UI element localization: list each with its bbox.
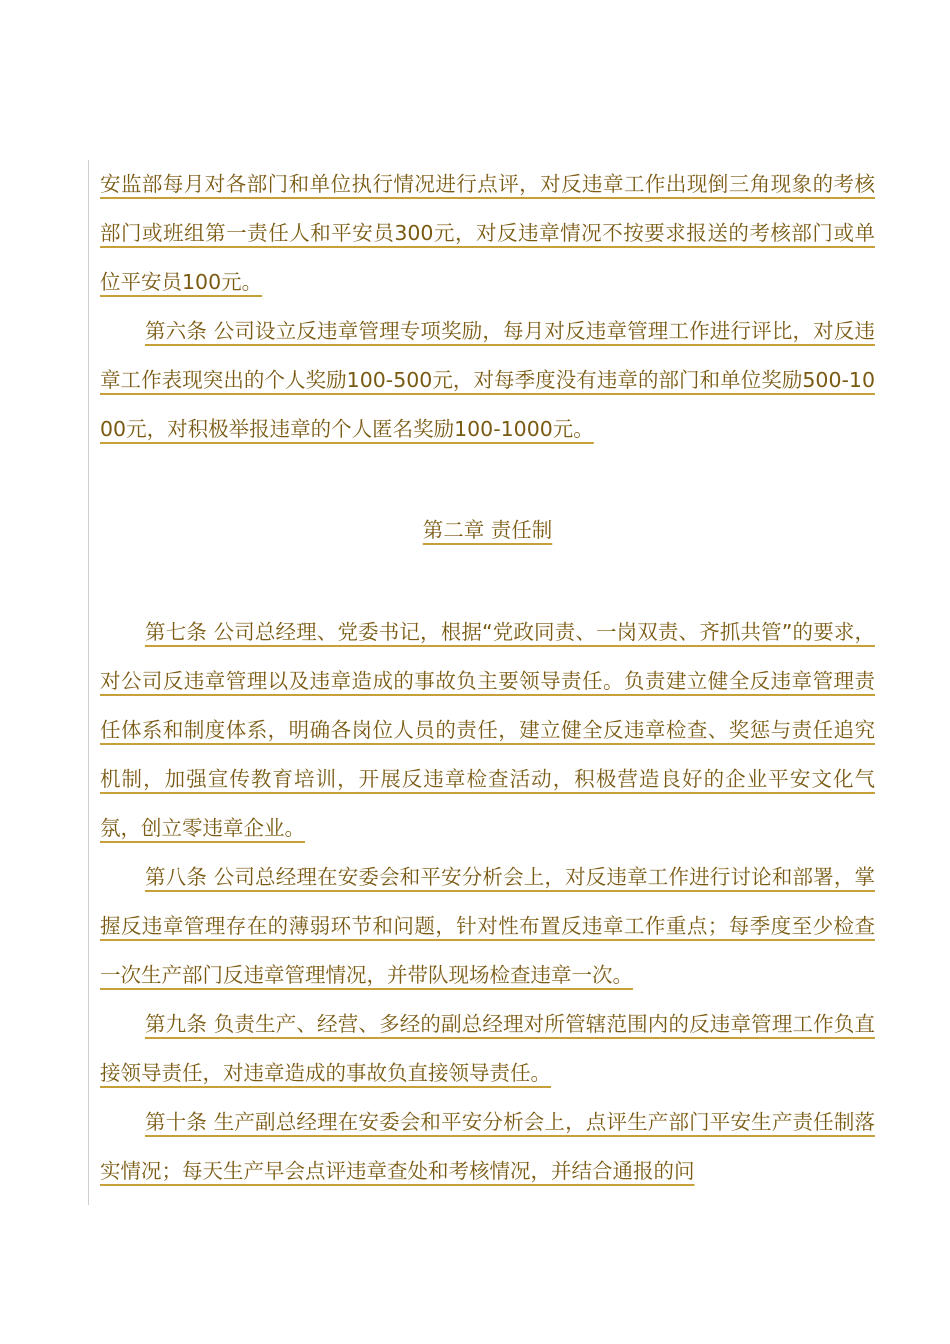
chapter-title: 第二章 责任制 [422,518,553,542]
paragraph-article-8: 第八条 公司总经理在安委会和平安分析会上，对反违章工作进行讨论和部署，掌握反违章管理存在的薄弱环节和问题，针对性布置反违章工作重点；每季度至少检查一次生产部门反违章管理情况，并带队现场检查违章一次。 [100,865,875,987]
paragraph-article-7: 第七条 公司总经理、党委书记，根据“党政同责、一岗双责、齐抓共管”的要求，对公司反违章管理以及违章造成的事故负主要领导责任。负责建立健全反违章管理责任体系和制度体系，明确各岗位人员的责任，建立健全反违章检查、奖惩与责任追究机制，加强宣传教育培训，开展反违章检查活动，积极营造良好的企业平安文化气氛，创立零违章企业。 [100,620,875,840]
paragraph-article-6: 第六条 公司设立反违章管理专项奖励，每月对反违章管理工作进行评比，对反违章工作表现突出的个人奖励100-500元，对每季度没有违章的部门和单位奖励500-1000元，对积极举报违章的个人匿名奖励100-1000元。 [100,319,875,441]
document-body [100,160,875,1196]
paragraph-article-9: 第九条 负责生产、经营、多经的副总经理对所管辖范围内的反违章管理工作负直接领导责任，对违章造成的事故负直接领导责任。 [100,1012,875,1085]
margin-rule [88,160,89,1205]
paragraph-continuation: 安监部每月对各部门和单位执行情况进行点评，对反违章工作出现倒三角现象的考核部门或班组第一责任人和平安员300元，对反违章情况不按要求报送的考核部门或单位平安员100元。 [100,172,875,294]
paragraph-article-10: 第十条 生产副总经理在安委会和平安分析会上，点评生产部门平安生产责任制落实情况；每天生产早会点评违章查处和考核情况，并结合通报的问 [100,1110,875,1183]
